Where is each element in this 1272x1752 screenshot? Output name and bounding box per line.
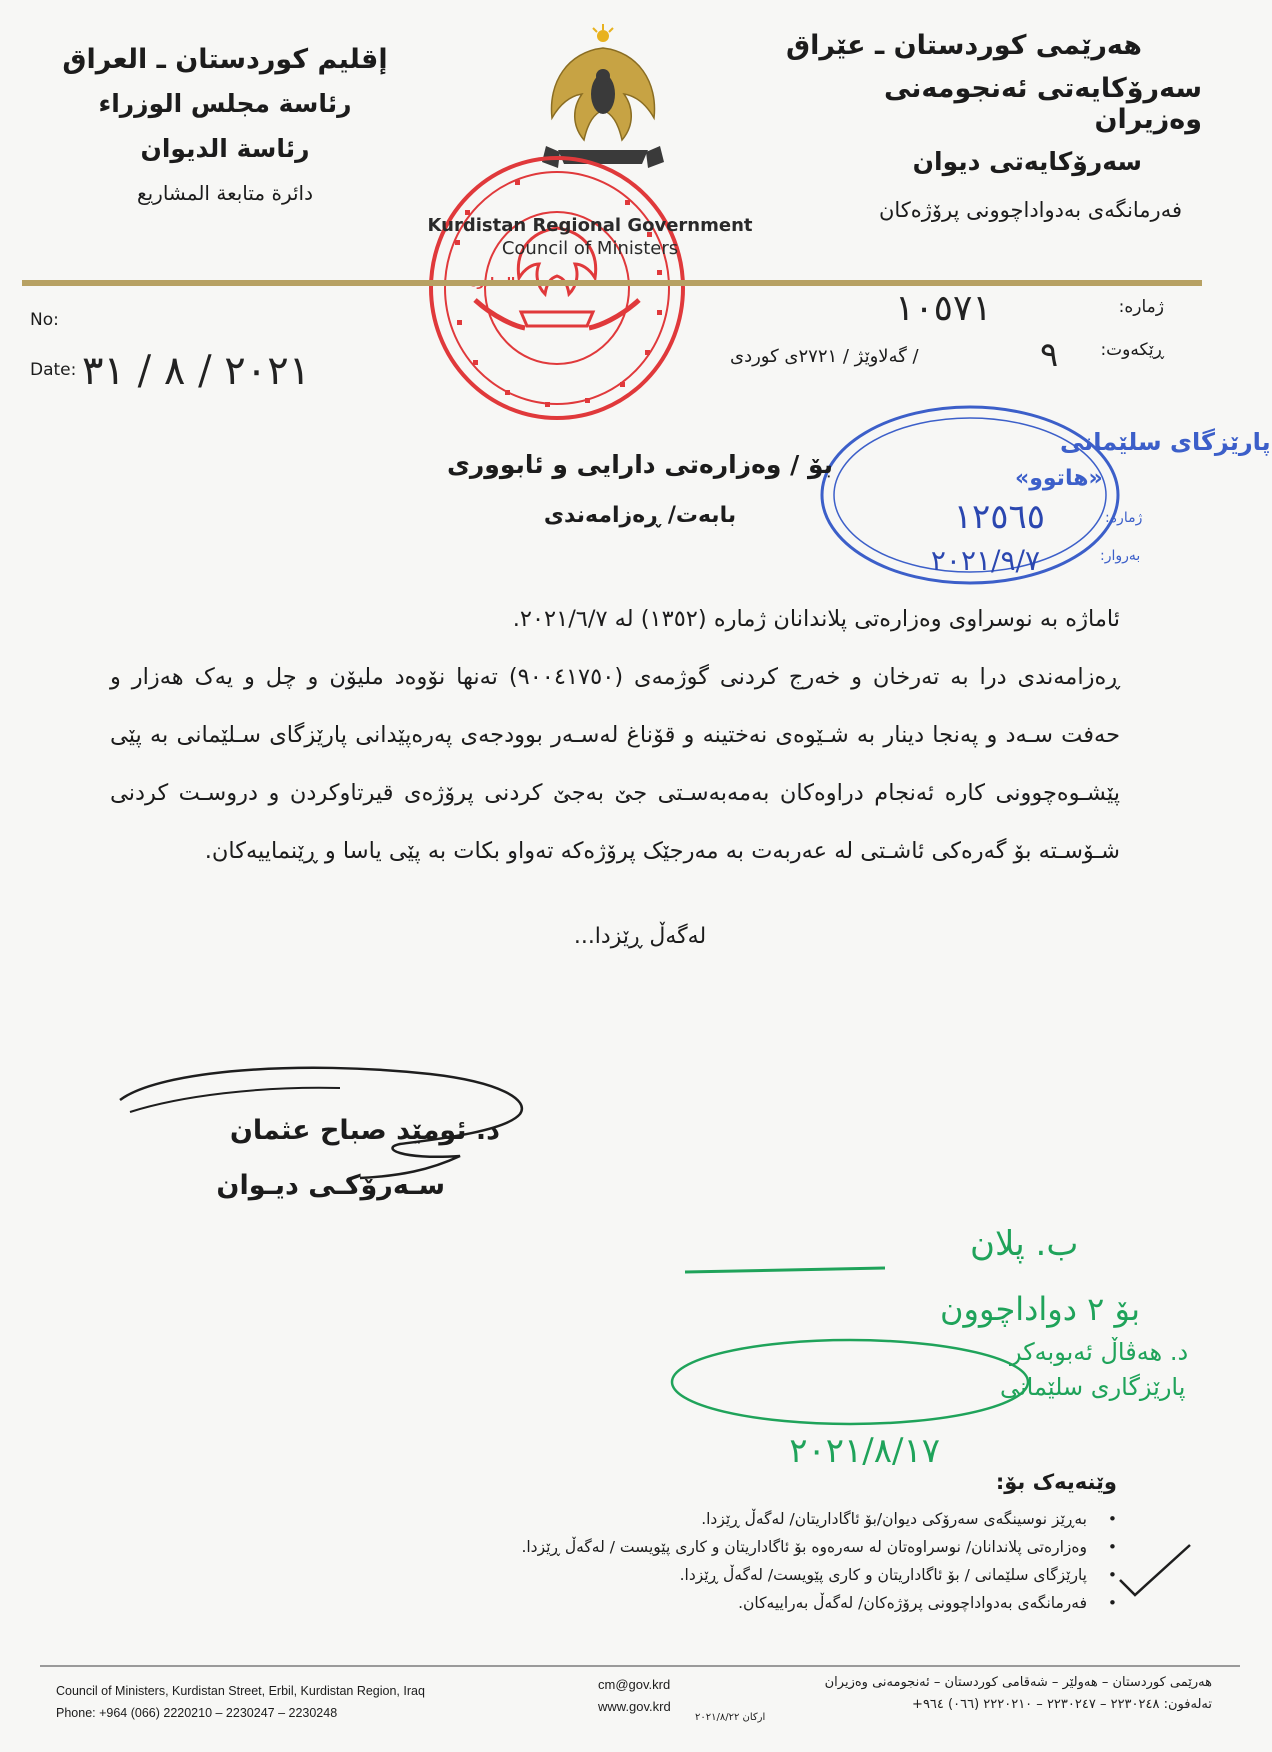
header-arabic-diwan: رئاسة الديوان [140, 134, 310, 164]
kurdish-date-rest: / گەلاوێژ / ٢٧٢١ی کوردی [730, 346, 919, 367]
list-item [417, 1589, 1117, 1617]
cc-item-text: وەزارەتی پلاندانان/ نوسراوەتان لە سەرەوە بۆ ئاگاداریتان و کاری پێویست / لەگەڵ ڕێزدا. [521, 1538, 1087, 1556]
green-handwritten-note [640, 1210, 1189, 1480]
letter-subject: بابەت/ ڕەزامەندی [543, 503, 737, 528]
letter-closing: لەگەڵ ڕێزدا... [573, 924, 707, 949]
bullet-icon: • [1107, 1538, 1117, 1556]
number-label-ku: ژمارە: [1118, 297, 1164, 317]
note-date: ٢٠٢١/٨/١٧ [789, 1431, 940, 1471]
footer-phone-ku-line: تەلەفون: ٢٢٣٠٢٤٨ – ٢٢٣٠٢٤٧ – ٢٢٢٠٢١٠ (٠٦٦) ٩٦٤+ [912, 1697, 1212, 1712]
blue-seal-title: پارێزگای سلێمانی [1060, 428, 1271, 456]
letter-date: ٢٠٢١ / ٨ / ٣١ [82, 348, 311, 394]
letter-body [110, 590, 1120, 880]
blue-seal-label: «هاتوو» [1015, 466, 1103, 491]
number-label-en: No: [30, 310, 59, 330]
cc-item-text: فەرمانگەی بەدواداچوونی پرۆژەکان/ لەگەڵ بەراییەکان. [738, 1594, 1087, 1612]
header-arabic-council: رئاسة مجلس الوزراء [98, 89, 352, 119]
header-kurdish [782, 30, 1202, 222]
note-line-plan: ب. پلان [970, 1224, 1079, 1264]
header-kurdish-council: سەرۆکایەتی ئەنجومەنی وەزیران [883, 73, 1202, 135]
blue-seal-number: ١٢٥٦٥ [953, 497, 1045, 537]
letter-number: ١٠٥٧١ [895, 288, 992, 329]
footer-print-stamp: ارکان ٢٠٢١/٨/٢٢ [695, 1712, 766, 1723]
red-official-seal-icon [425, 150, 690, 425]
krg-name-en: Kurdistan Regional Government [427, 215, 753, 236]
emblem-caption [420, 215, 760, 259]
footer-website: www.gov.krd [598, 1699, 671, 1714]
check-mark-icon [1115, 1540, 1195, 1600]
kurdish-date-day: ٩ [1040, 335, 1059, 375]
blue-seal-number-label: ژمارە: [1105, 510, 1143, 526]
list-item [417, 1505, 1117, 1533]
note-line-governor: پارێزگاری سلێمانی [1000, 1373, 1186, 1401]
footer-divider [40, 1665, 1240, 1667]
footer-email: cm@gov.krd [598, 1677, 671, 1692]
list-item [417, 1561, 1117, 1589]
header-kurdish-department: فەرمانگەی بەدواداچوونی پرۆژەکان [878, 198, 1182, 222]
footer-address-ku [742, 1672, 1212, 1716]
bullet-icon: • [1107, 1594, 1117, 1612]
note-line-signer: د. هەڤاڵ ئەبوبەکر [1010, 1338, 1189, 1366]
bullet-icon: • [1107, 1510, 1117, 1528]
header-kurdish-region: هەرێمی کوردستان ـ عێراق [785, 30, 1142, 61]
cc-item-text: بەڕێز نوسینگەی سەرۆکی دیوان/بۆ ئاگاداریتان/ لەگەڵ ڕێزدا. [701, 1510, 1087, 1528]
footer-contact [598, 1674, 671, 1718]
bullet-icon: • [1107, 1566, 1117, 1584]
blue-received-seal-icon [815, 400, 1271, 590]
list-item [417, 1533, 1117, 1561]
cc-list [417, 1505, 1117, 1617]
date-label-ku: ڕێکەوت: [1100, 340, 1164, 360]
date-label-en: Date: [30, 360, 77, 380]
footer-address-line: Council of Ministers, Kurdistan Street, Erbil, Kurdistan Region, Iraq [56, 1684, 425, 1698]
footer-phone-line: Phone: +964 (066) 2220210 – 2230247 – 2230248 [56, 1706, 338, 1720]
cc-title: وێنەیەک بۆ: [995, 1470, 1117, 1494]
blue-seal-date-label: بەروار: [1100, 548, 1141, 564]
header-arabic [60, 42, 390, 205]
header-arabic-department: دائرة متابعة المشاريع [136, 181, 314, 206]
footer-address-en [56, 1680, 425, 1724]
cc-item-text: پارێزگای سلێمانی / بۆ ئاگاداریتان و کاری پێویست/ لەگەڵ ڕێزدا. [679, 1566, 1087, 1584]
signatory-title: سـەرۆکـی دیـوان [216, 1170, 445, 1201]
blue-seal-date: ٢٠٢١/٩/٧ [930, 544, 1040, 577]
letter-addressee: بۆ / وەزارەتی دارایی و ئابووری [446, 450, 834, 479]
letter-reference: ئاماژە بە نوسراوی وەزارەتی پلاندانان ژمارە (١٣٥٢) لە ٢٠٢١/٦/٧. [512, 606, 1120, 632]
footer-address-ku-line: هەرێمی کوردستان – هەولێر – شەقامی کوردستان – ئەنجومەنی وەزیران [824, 1675, 1212, 1690]
signatory-name: د. ئومێد صباح عثمان [229, 1115, 500, 1146]
council-name-en: Council of Ministers [501, 238, 679, 259]
note-line-followup: بۆ ٢ دواداچوون [940, 1290, 1140, 1328]
letter-body-paragraph: ڕەزامەندی درا بە تەرخان و خەرج کردنی گوژمەی (٩٠٠٤١٧٥٠) تەنها نۆوەد ملیۆن و چل و یەک هەزار و حەفت سـەد و پەنجا دینار بە شـێوەی نەختینە و قۆناغ لەسـەر بوودجەی پەرەپێدانی پارێزگای سـلێمانی بە پێی پێشـوەچوونی کارە ئەنجام دراوەکان بەمەبەسـتی جێ بەجێ کردنی پرۆژەی قیرتاوکردن و دروسـت کردنی شـۆسـتە بۆ گەرەکی ئاشـتی لە عەربەت بە مەرجێک پرۆژەکە تەواو بکات بە پێی یاسا و ڕێنماییەکان. [110, 664, 1120, 864]
header-divider [22, 280, 1202, 286]
header-arabic-region: إقليم كوردستان ـ العراق [62, 44, 388, 75]
header-kurdish-diwan: سەرۆکایەتی دیوان [912, 147, 1142, 176]
